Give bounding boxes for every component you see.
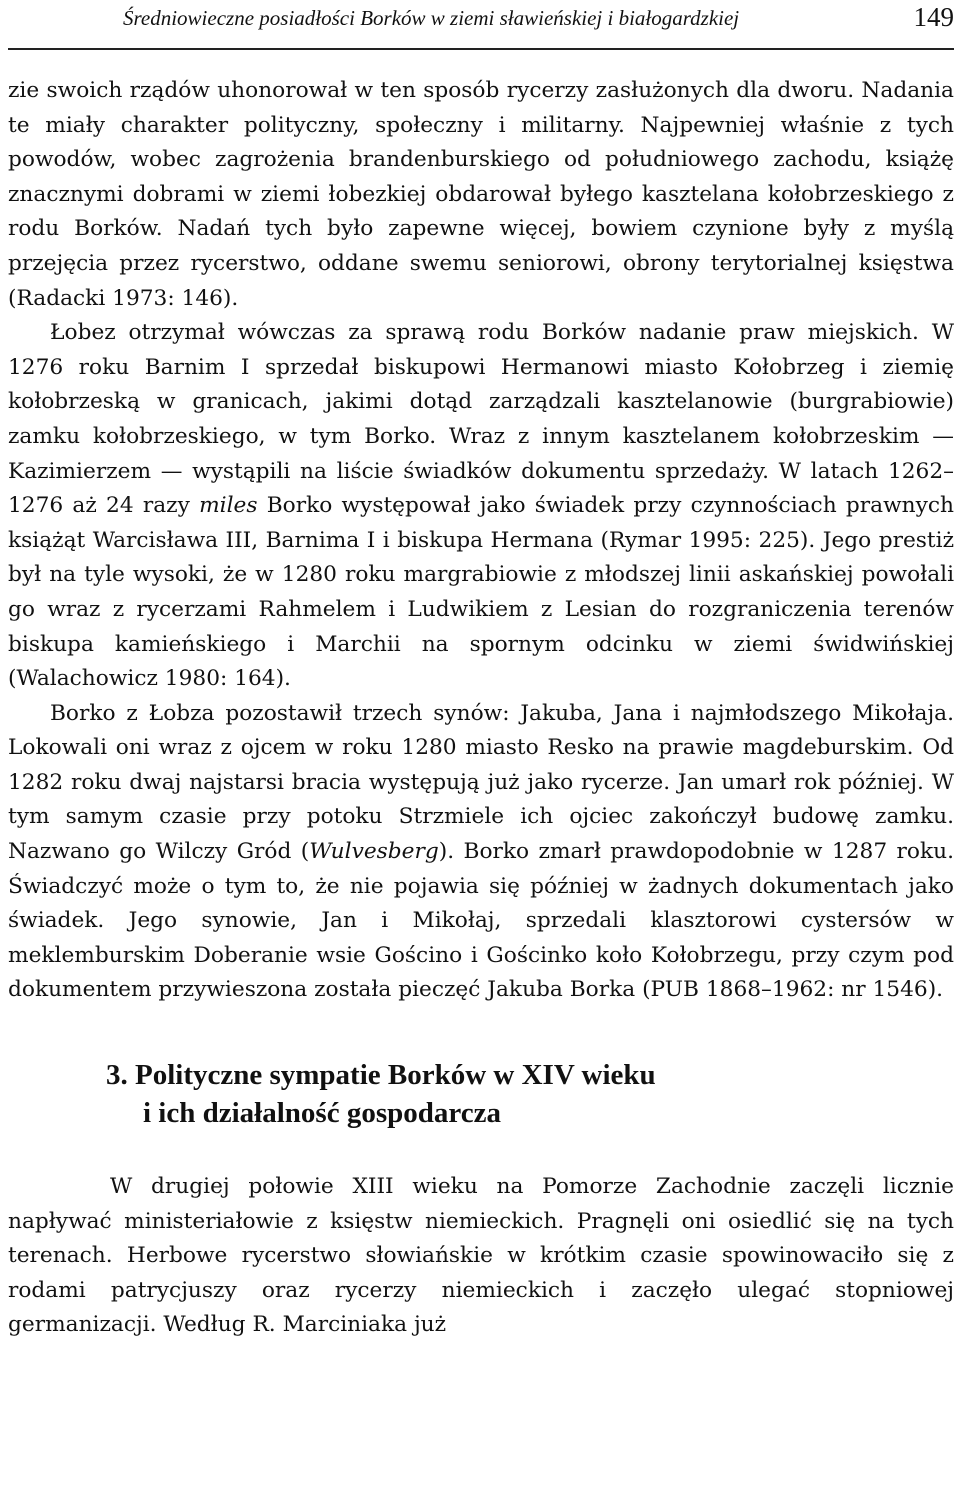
section-paragraph-1: W drugiej połowie XIII wieku na Pomorze Zachodnie zaczęli licznie napływać ministeriałowie z księstw niemieckich. Pragnęli oni osiedlić się na tych terenach. Herbowe rycerstwo słowiańskie w krótkim czasie spowinowaciło się z rodami patrycjuszy oraz rycerzy niemieckich i zaczęło ulegać stopniowej germanizacji. Według R. Marciniaka już bbox=[8, 1174, 954, 1338]
header-title: Średniowieczne posiadłości Borków w ziemi sławieńskiej i białogardzkiej bbox=[123, 6, 740, 30]
paragraph-3 bbox=[8, 697, 954, 1008]
section-heading-line-1: 3. Polityczne sympatie Borków w XIV wieku bbox=[106, 1059, 656, 1092]
paragraph-1: zie swoich rządów uhonorował w ten sposób rycerzy zasłużonych dla dworu. Nadania te miały charakter polityczny, społeczny i militarny. Najpewniej właśnie z tych powodów, wobec zagrożenia brandenburskiego od południowego zachodu, książę znacznymi dobrami w ziemi łobezkiej obdarował byłego kasztelana kołobrzeskiego z rodu Borków. Nadań tych było zapewne więcej, bowiem czynione były z myślą przejęcia przez rycerstwo, oddane swemu seniorowi, obrony terytorialnej księstwa (Radacki 1973: 146). bbox=[8, 78, 954, 311]
book-page bbox=[8, 0, 954, 1343]
paragraph-2-text-a: Łobez otrzymał wówczas za sprawą rodu Borków nadanie praw miejskich. W 1276 roku Barnim I sprzedał biskupowi Hermanowi miasto Kołobrzeg i ziemię kołobrzeską w granicach, jakimi dotąd zarządzali kasztelanowie (burgrabiowie) zamku kołobrzeskiego, w tym Borko. Wraz z innym kasztelanem kołobrzeskim — Kazimierzem — wystąpili na liście świadków dokumentu sprzedaży. W latach 1262–1276 aż 24 razy bbox=[8, 320, 954, 519]
term-miles: miles bbox=[199, 493, 258, 519]
paragraph-3-text-b: ). Borko zmarł prawdopodobnie w 1287 roku. Świadczyć może o tym to, że nie pojawia się później w żadnych dokumentach jako świadek. Jego synowie, Jan i Mikołaj, sprzedali klasztorowi cystersów w meklemburskim Doberanie wsie Gościno i Gościnko koło Kołobrzegu, przy czym pod dokumentem przywieszona została pieczęć Jakuba Borka (PUB 1868–1962: nr 1546). bbox=[8, 839, 954, 1003]
section-text bbox=[8, 1170, 954, 1343]
body-text bbox=[8, 74, 954, 1008]
running-header bbox=[8, 0, 954, 50]
section-heading bbox=[106, 1056, 954, 1132]
section-heading-line-2: i ich działalność gospodarcza bbox=[143, 1097, 501, 1130]
paragraph-3-text-a: Borko z Łobza pozostawił trzech synów: Jakuba, Jana i najmłodszego Mikołaja. Lokowali oni wraz z ojcem w roku 1280 miasto Resko na prawie magdeburskim. Od 1282 roku dwaj najstarsi bracia występują już jako rycerze. Jan umarł rok później. W tym samym czasie przy potoku Strzmiele ich ojciec zakończył budowę zamku. Nazwano go Wilczy Gród ( bbox=[8, 700, 954, 865]
paragraph-2 bbox=[8, 316, 954, 697]
paragraph-2-text-b: Borko występował jako świadek przy czynnościach prawnych książąt Warcisława III, Barnima I i biskupa Hermana (Rymar 1995: 225). Jego prestiż był na tyle wysoki, że w 1280 roku margrabiowie z młodszej linii askańskiej powołali go wraz z rycerzami Rahmelem i Ludwikiem z Lesian do rozgraniczenia terenów biskupa kamieńskiego i Marchii na spornym odcinku w ziemi świdwińskiej (Walachowicz 1980: 164). bbox=[8, 493, 954, 692]
page-number: 149 bbox=[913, 2, 954, 32]
term-wulvesberg: Wulvesberg bbox=[309, 839, 439, 865]
